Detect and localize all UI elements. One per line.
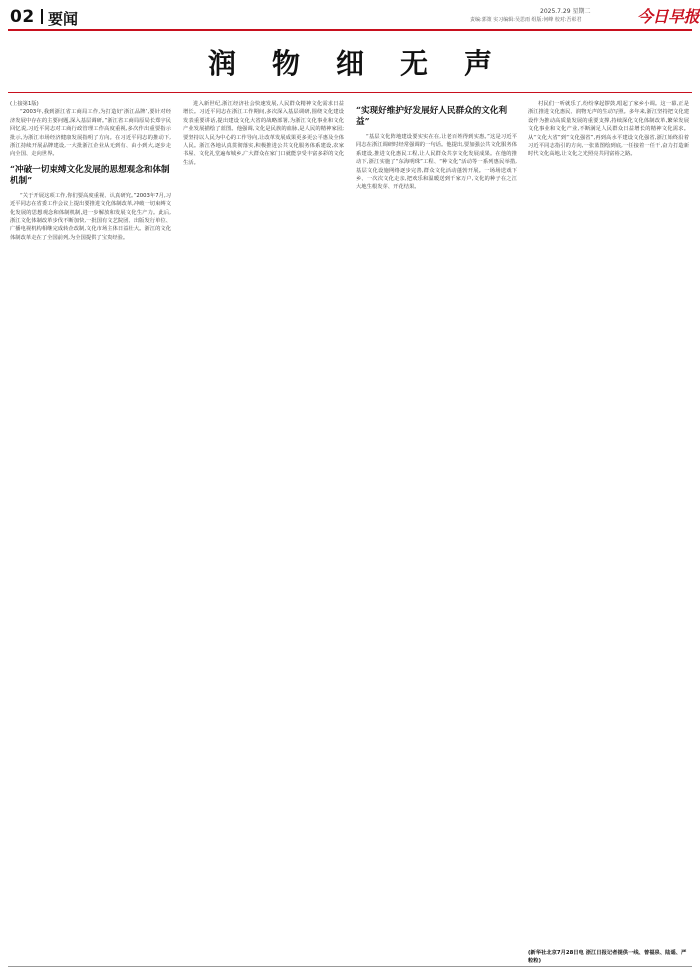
newspaper-logo: 今日早报 — [637, 7, 700, 26]
header-divider — [41, 9, 43, 24]
body-paragraph: 村民们一听就乐了,纷纷拿起锣鼓,唱起了家乡小调。这一幕,正是浙江推进文化惠民、润物无声的生动写照。多年来,浙江坚持把文化建设作为推动高质量发展的重要支撑,持续深化文化体制改革,繁荣发展文化事业和文化产业,不断满足人民群众日益增长的精神文化需求。从“文化大省”到“文化强省”,再到高水平建设文化强省,浙江始终沿着习近平同志指引的方向,一张蓝图绘到底,一任接着一任干,奋力打造新时代文化高地,让文化之光照亮共同富裕之路。 — [528, 101, 689, 158]
subheading: “冲破一切束缚文化发展的思想观念和体制机制” — [10, 164, 170, 186]
body-paragraph: “关于开展这项工作,你们要高度重视、认真研究。”2003年7月,习近平同志在省委工作会议上提出要推进文化体制改革,冲破一切束缚文化发展的思想观念和体制机制,进一步解放和发展文化生产力。此后,浙江文化体制改革步伐不断加快,一批国有文艺院团、出版发行单位、广播电视机构相继完成转企改制,文化市场主体日益壮大。浙江的文化体制改革走在了全国前列,为全国提供了宝贵经验。 — [10, 192, 171, 241]
article-title: 润物细无声 — [207, 47, 528, 80]
header-rule — [8, 29, 692, 31]
title-rule — [8, 92, 692, 93]
page-header — [0, 0, 700, 30]
column-1 — [10, 100, 171, 960]
subheading: “实现好维护好发展好人民群众的文化利益” — [356, 106, 508, 127]
article-footer-note: (新华社北京7月28日电 浙江日报记者提供一线、曾福泉、陆遥、严粒粒) — [528, 950, 687, 965]
column-4 — [528, 100, 689, 960]
body-paragraph: “基层文化阵地建设要实实在在,让老百姓得到实惠。”这是习近平同志在浙江调研时经常强调的一句话。他提出,要加强公共文化服务体系建设,推进文化惠民工程,让人民群众共享文化发展成果。在他的推动下,浙江实施了“东海明珠”工程、“种文化”活动等一系列惠民举措,基层文化设施网络逐步完善,群众文化活动蓬勃开展。一场场送戏下乡、一次次文化走亲,把欢乐和温暖送到千家万户,文化的种子在之江大地生根发芽、开花结果。 — [356, 134, 517, 191]
bottom-rule — [8, 966, 692, 967]
staff-credits: 责编:郭策 实习编辑:吴思雨 组版:何峰 校对:吾彰君 — [470, 17, 582, 23]
column-2 — [183, 100, 344, 960]
page-number: 02 — [10, 7, 35, 27]
body-paragraph: 进入新世纪,浙江经济社会快速发展,人民群众精神文化需求日益增长。习近平同志在浙江工作期间,多次深入基层调研,围绕文化建设发表重要讲话,提出建设文化大省的战略部署,为浙江文化事业和文化产业发展描绘了蓝图。他强调,文化是民族的血脉,是人民的精神家园;要坚持以人民为中心的工作导向,让改革发展成果更多更公平惠及全体人民。浙江各地认真贯彻落实,积极推进公共文化服务体系建设,农家书屋、文化礼堂遍布城乡,广大群众在家门口就能享受丰富多彩的文化生活。 — [183, 101, 344, 166]
column-3 — [356, 100, 517, 960]
section-name: 要闻 — [48, 10, 79, 28]
issue-date: 2025.7.29 星期二 — [540, 8, 591, 15]
body-paragraph: “2003年,我到浙江省工商局工作,为打造好‘浙江品牌’,要针对经济发展中存在的主要问题,深入基层调研。”浙江省工商局原局长郑宇民回忆说,习近平同志对工商行政管理工作高度重视,多次作出重要指示批示,为浙江市场经济健康发展指明了方向。在习近平同志的推动下,浙江持续开展品牌建设,一大批浙江企业从无到有、由小到大,逐步走向全国、走向世界。 — [10, 109, 171, 158]
continued-note: (上接第1版) — [10, 101, 39, 107]
